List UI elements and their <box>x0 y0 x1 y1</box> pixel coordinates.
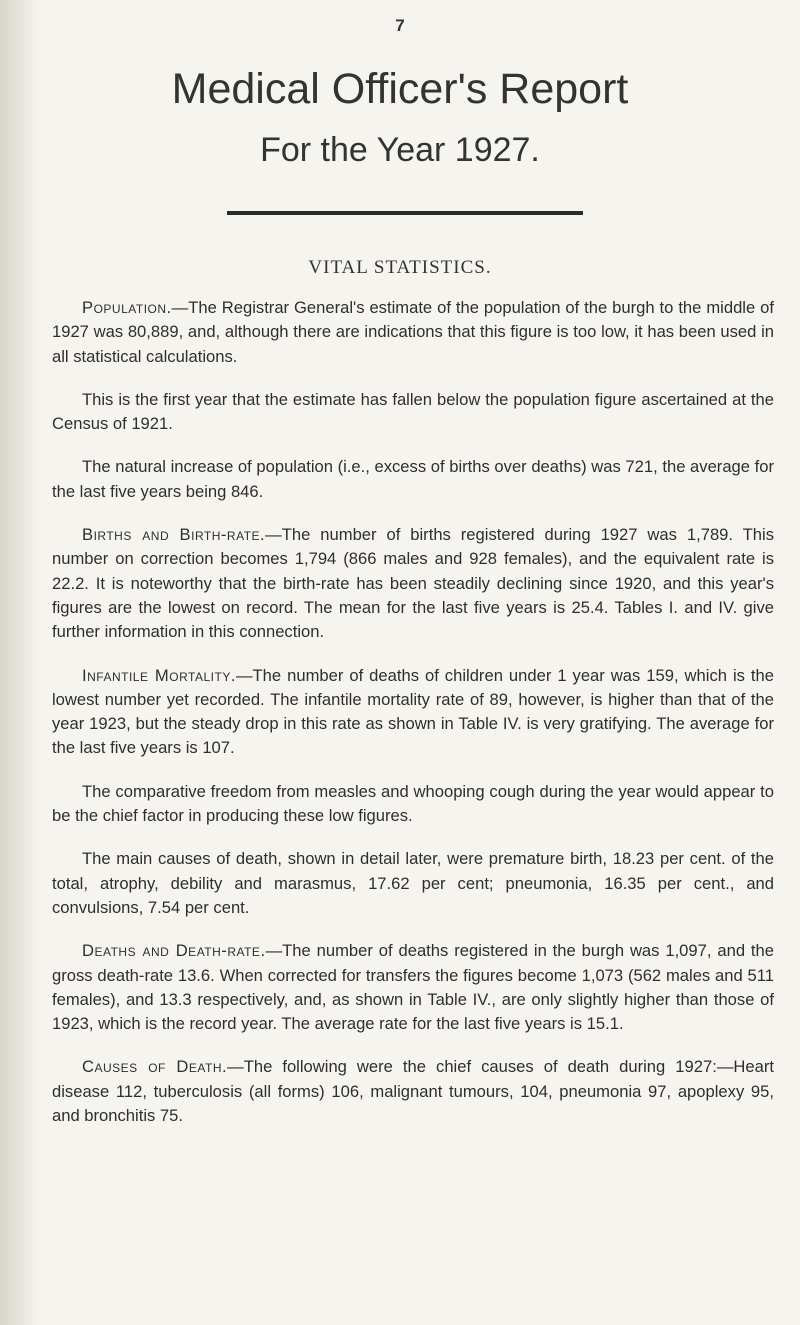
section-heading: VITAL STATISTICS. <box>308 257 492 278</box>
paragraph-text: —The Registrar General's estimate of the population of the burgh to the middle of 1927 was 80,889, and, although there are indications that this figure is too low, it has been used in all statistical calculations. <box>52 298 774 366</box>
paragraph-text: The main causes of death, shown in detail later, were premature birth, 18.23 per cent. of the total, atrophy, debility and marasmus, 17.62 per cent; pneumonia, 16.35 per cent., and convulsions, 7.54 per cent. <box>52 849 774 917</box>
page-edge-shadow <box>0 0 40 1325</box>
paragraph-text: —The number of deaths registered in the burgh was 1,097, and the gross death-rate 13.6. When corrected for transfers the figures become 1,073 (562 males and 511 females), and 13.3 respectively, and, as shown in Table IV., are only slightly higher than those of 1923, which is the record year. The average rate for the last five years is 15.1. <box>52 941 774 1034</box>
paragraph-text: The natural increase of population (i.e., excess of births over deaths) was 721, the average for the last five years being 846. <box>52 457 774 501</box>
paragraph-natural-increase <box>52 455 774 504</box>
title-rule <box>227 211 583 215</box>
paragraph-census <box>52 388 774 437</box>
paragraph-measles <box>52 780 774 829</box>
paragraph-text: The comparative freedom from measles and whooping cough during the year would appear to be the chief factor in producing these low figures. <box>52 781 774 826</box>
report-body <box>52 296 774 1147</box>
paragraph-lead: Infantile Mortality. <box>82 665 236 685</box>
paragraph-deaths <box>52 939 774 1036</box>
report-title: Medical Officer's Report <box>171 65 629 113</box>
paragraph-main-causes <box>52 847 774 920</box>
paragraph-lead: Population. <box>82 298 172 317</box>
paragraph-births <box>52 523 774 644</box>
paragraph-infantile-mortality <box>52 664 774 761</box>
paragraph-lead: Causes of Death. <box>82 1057 228 1077</box>
page-number: 7 <box>395 16 405 35</box>
paragraph-text: —The number of deaths of children under 1 year was 159, which is the lowest number yet recorded. The infantile mortality rate of 89, however, is higher than that of the year 1923, but the steady drop in this rate as shown in Table IV. is very gratifying. The average for the last five years is 107. <box>52 665 774 758</box>
paragraph-lead: Births and Birth-rate. <box>82 525 266 545</box>
paragraph-text: —The number of births registered during 1927 was 1,789. This number on correction becomes 1,794 (866 males and 928 females), and the equivalent rate is 22.2. It is noteworthy that the birth-rate has been steadily declining since 1920, and this year's figures are the lowest on record. The mean for the last five years is 25.4. Tables I. and IV. give further information in this connection. <box>52 525 774 642</box>
paragraph-lead: Deaths and Death-rate. <box>82 941 266 961</box>
paragraph-causes-of-death <box>52 1055 774 1128</box>
paragraph-population <box>52 296 774 369</box>
report-subtitle: For the Year 1927. <box>260 131 540 169</box>
paragraph-text: —The following were the chief causes of death during 1927:—Heart disease 112, tuberculosis (all forms) 106, malignant tumours, 104, pneumonia 97, apoplexy 95, and bronchitis 75. <box>52 1057 774 1126</box>
paragraph-text: This is the first year that the estimate has fallen below the population figure ascertained at the Census of 1921. <box>52 389 774 434</box>
